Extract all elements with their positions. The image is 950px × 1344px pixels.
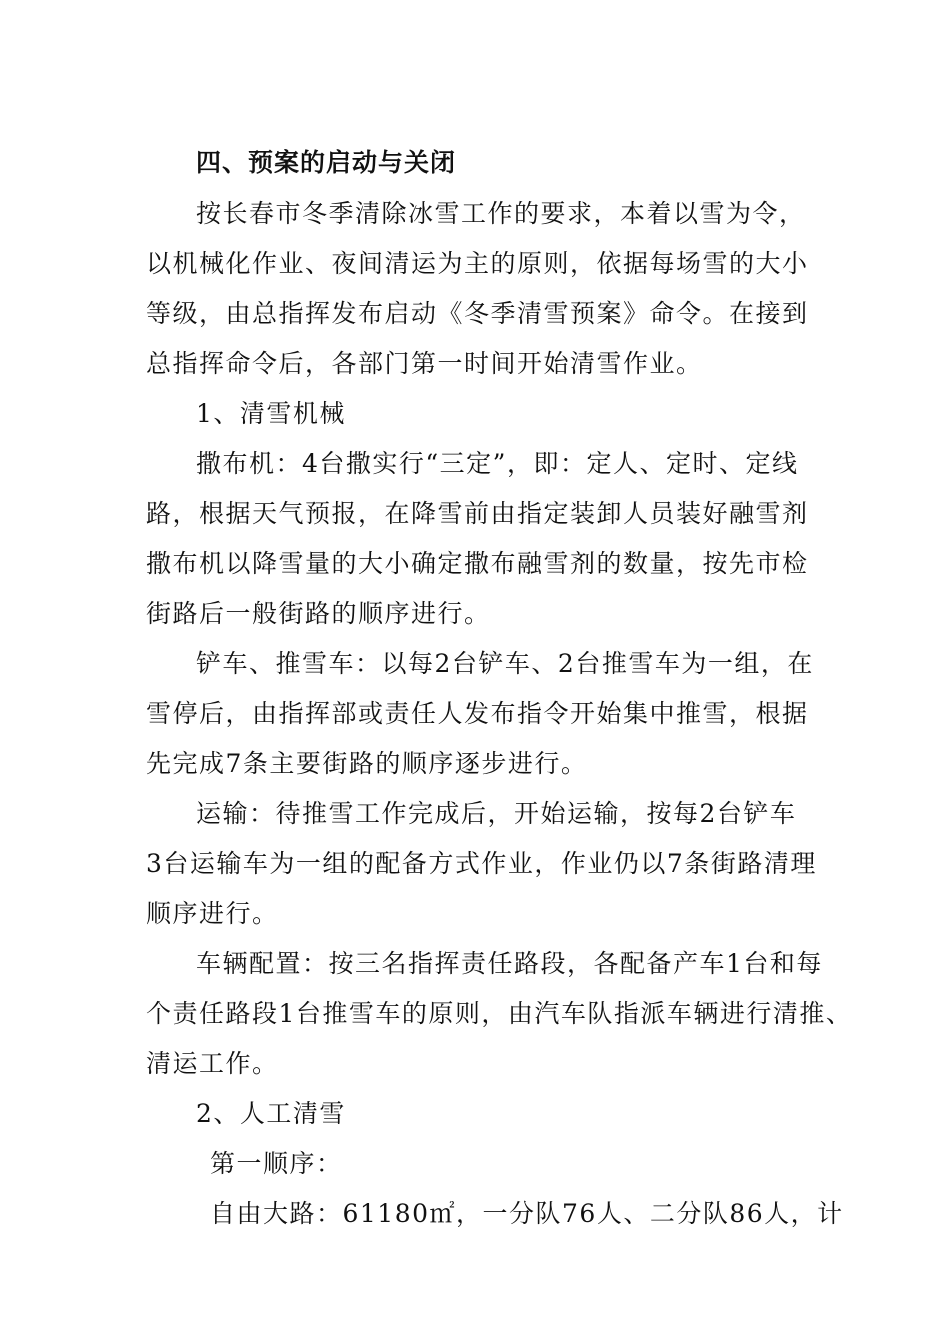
paragraph-line: 撒布机以降雪量的大小确定撒布融雪剂的数量，按先市检: [146, 549, 809, 578]
order-label: 第一顺序：: [210, 1149, 343, 1178]
paragraph-line: 个责任路段1台推雪车的原则，由汽车队指派车辆进行清推、: [146, 999, 853, 1028]
paragraph-line: 自由大路：61180㎡，一分队76人、二分队86人，计: [210, 1199, 844, 1228]
paragraph-line: 顺序进行。: [146, 899, 279, 928]
paragraph-line: 以机械化作业、夜间清运为主的原则，依据每场雪的大小: [146, 249, 809, 278]
paragraph-line: 车辆配置：按三名指挥责任路段，各配备产车1台和每: [196, 949, 823, 978]
paragraph-line: 3台运输车为一组的配备方式作业，作业仍以7条街路清理: [146, 849, 817, 878]
paragraph-line: 雪停后，由指挥部或责任人发布指令开始集中推雪，根据: [146, 699, 809, 728]
section-heading: 四、预案的启动与关闭: [196, 148, 457, 177]
paragraph-line: 总指挥命令后，各部门第一时间开始清雪作业。: [146, 349, 703, 378]
paragraph-line: 铲车、推雪车：以每2台铲车、2台推雪车为一组，在: [196, 649, 814, 678]
subsection-heading: 2、人工清雪: [196, 1099, 346, 1128]
paragraph-line: 按长春市冬季清除冰雪工作的要求，本着以雪为令，: [196, 199, 806, 228]
paragraph-line: 路，根据天气预报，在降雪前由指定装卸人员装好融雪剂: [146, 499, 809, 528]
paragraph-line: 撒布机：4台撒实行“三定”，即：定人、定时、定线: [196, 449, 799, 478]
paragraph-line: 街路后一般街路的顺序进行。: [146, 599, 491, 628]
subsection-heading: 1、清雪机械: [196, 399, 346, 428]
paragraph-line: 运输：待推雪工作完成后，开始运输，按每2台铲车: [196, 799, 797, 828]
paragraph-line: 等级，由总指挥发布启动《冬季清雪预案》命令。在接到: [146, 299, 809, 328]
paragraph-line: 先完成7条主要街路的顺序逐步进行。: [146, 749, 588, 778]
paragraph-line: 清运工作。: [146, 1049, 279, 1078]
